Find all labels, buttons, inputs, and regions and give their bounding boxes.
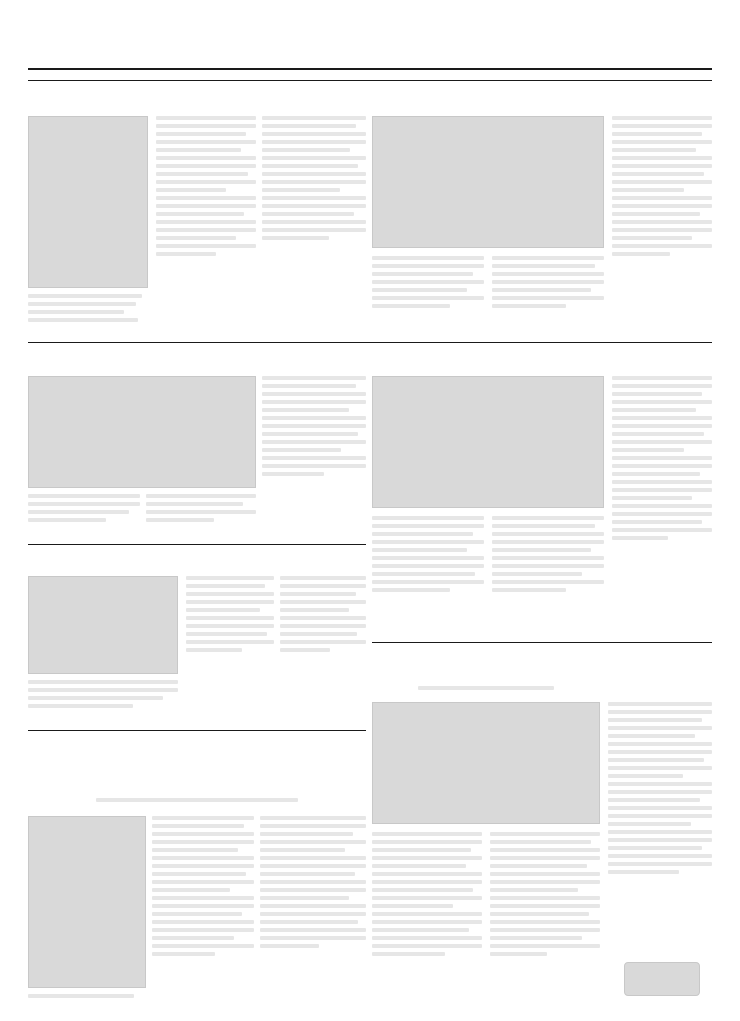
photo-activity bbox=[372, 702, 600, 824]
text-column bbox=[608, 702, 712, 942]
divider bbox=[28, 342, 712, 343]
photo-donation bbox=[28, 576, 178, 674]
text-column bbox=[372, 516, 484, 636]
text-column bbox=[28, 680, 178, 724]
text-column bbox=[260, 816, 366, 1008]
divider bbox=[28, 730, 366, 731]
photo-portrait bbox=[28, 116, 148, 288]
masthead-rule-bottom bbox=[28, 80, 712, 81]
text-column bbox=[372, 686, 600, 696]
text-column bbox=[490, 832, 600, 1002]
article-lower-left bbox=[28, 548, 366, 724]
text-column bbox=[262, 376, 366, 540]
photo-center bbox=[372, 376, 604, 508]
logo-mark bbox=[624, 962, 700, 996]
text-column bbox=[186, 576, 274, 724]
text-column bbox=[372, 832, 482, 1002]
text-column bbox=[28, 994, 146, 1008]
text-column bbox=[280, 576, 366, 724]
photo-meeting bbox=[28, 376, 256, 488]
text-column bbox=[28, 494, 140, 540]
text-column bbox=[492, 256, 604, 336]
text-column bbox=[492, 516, 604, 636]
text-column bbox=[156, 116, 256, 334]
text-column bbox=[612, 116, 712, 336]
divider bbox=[372, 642, 712, 643]
article-top-left bbox=[28, 88, 366, 336]
text-column bbox=[612, 376, 712, 636]
article-mid-left bbox=[28, 348, 366, 540]
text-column bbox=[372, 256, 484, 336]
article-lower-right bbox=[372, 646, 712, 1008]
text-column bbox=[146, 494, 256, 540]
divider bbox=[28, 544, 366, 545]
photo-group bbox=[372, 116, 604, 248]
text-column bbox=[262, 116, 366, 334]
article-top-right bbox=[372, 88, 712, 336]
text-column bbox=[152, 816, 254, 1008]
masthead-rule-top bbox=[28, 68, 712, 70]
article-bottom-left bbox=[28, 736, 366, 1008]
text-column bbox=[28, 798, 366, 808]
text-column bbox=[28, 294, 148, 334]
article-mid-right bbox=[372, 348, 712, 638]
poster-image bbox=[28, 816, 146, 988]
